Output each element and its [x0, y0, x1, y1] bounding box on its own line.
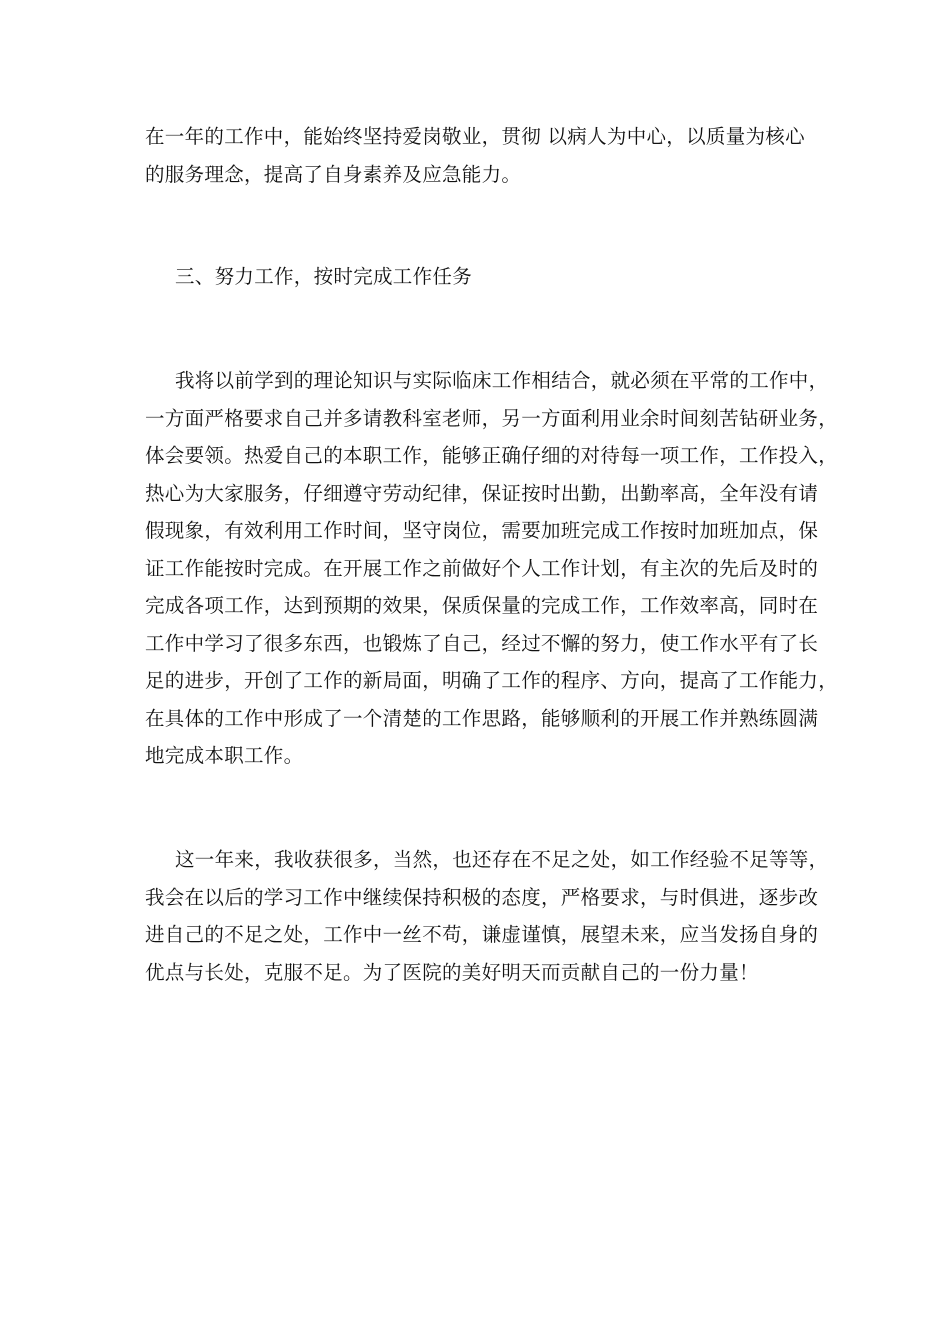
paragraph-year-summary — [145, 841, 829, 991]
paragraph-line: 在一年的工作中，能始终坚持爱岗敬业，贯彻 以病人为中心，以质量为核心 — [145, 125, 805, 148]
paragraph-line: 一方面严格要求自己并多请教科室老师，另一方面利用业余时间刻苦钻研业务， — [145, 406, 839, 430]
section-heading-text: 三、努力工作，按时完成工作任务 — [175, 265, 473, 288]
paragraph-line: 我将以前学到的理论知识与实际临床工作相结合，就必须在平常的工作中， — [175, 369, 829, 392]
paragraph-line: 在具体的工作中形成了一个清楚的工作思路，能够顺利的开展工作并熟练圆满 — [145, 706, 819, 730]
paragraph-line: 这一年来，我收获很多，当然，也还存在不足之处，如工作经验不足等等， — [175, 848, 829, 871]
paragraph-service-philosophy — [145, 118, 815, 193]
paragraph-line: 进自己的不足之处，工作中一丝不苟，谦虚谨慎，展望未来，应当发扬自身的 — [145, 923, 819, 946]
paragraph-line: 我会在以后的学习工作中继续保持积极的态度，严格要求，与时俱进，逐步改 — [145, 885, 819, 909]
paragraph-line: 的服务理念，提高了自身素养及应急能力。 — [145, 162, 522, 186]
section-heading-3 — [145, 258, 815, 296]
paragraph-line: 证工作能按时完成。在开展工作之前做好个人工作计划，有主次的先后及时的 — [145, 556, 819, 580]
paragraph-line: 完成各项工作，达到预期的效果，保质保量的完成工作，工作效率高，同时在 — [145, 594, 819, 617]
paragraph-line: 体会要领。热爱自己的本职工作，能够正确仔细的对待每一项工作，工作投入， — [145, 444, 839, 467]
paragraph-line: 工作中学习了很多东西，也锻炼了自己，经过不懈的努力，使工作水平有了长 — [145, 631, 819, 655]
paragraph-work-effort — [145, 362, 839, 775]
paragraph-line: 热心为大家服务，仔细遵守劳动纪律，保证按时出勤，出勤率高，全年没有请 — [145, 481, 819, 505]
paragraph-line: 优点与长处，克服不足。为了医院的美好明天而贡献自己的一份力量！ — [145, 960, 759, 984]
paragraph-line: 地完成本职工作。 — [145, 744, 304, 767]
paragraph-line: 足的进步，开创了工作的新局面，明确了工作的程序、方向，提高了工作能力， — [145, 669, 839, 692]
paragraph-line: 假现象，有效利用工作时间，坚守岗位，需要加班完成工作按时加班加点，保 — [145, 519, 819, 542]
